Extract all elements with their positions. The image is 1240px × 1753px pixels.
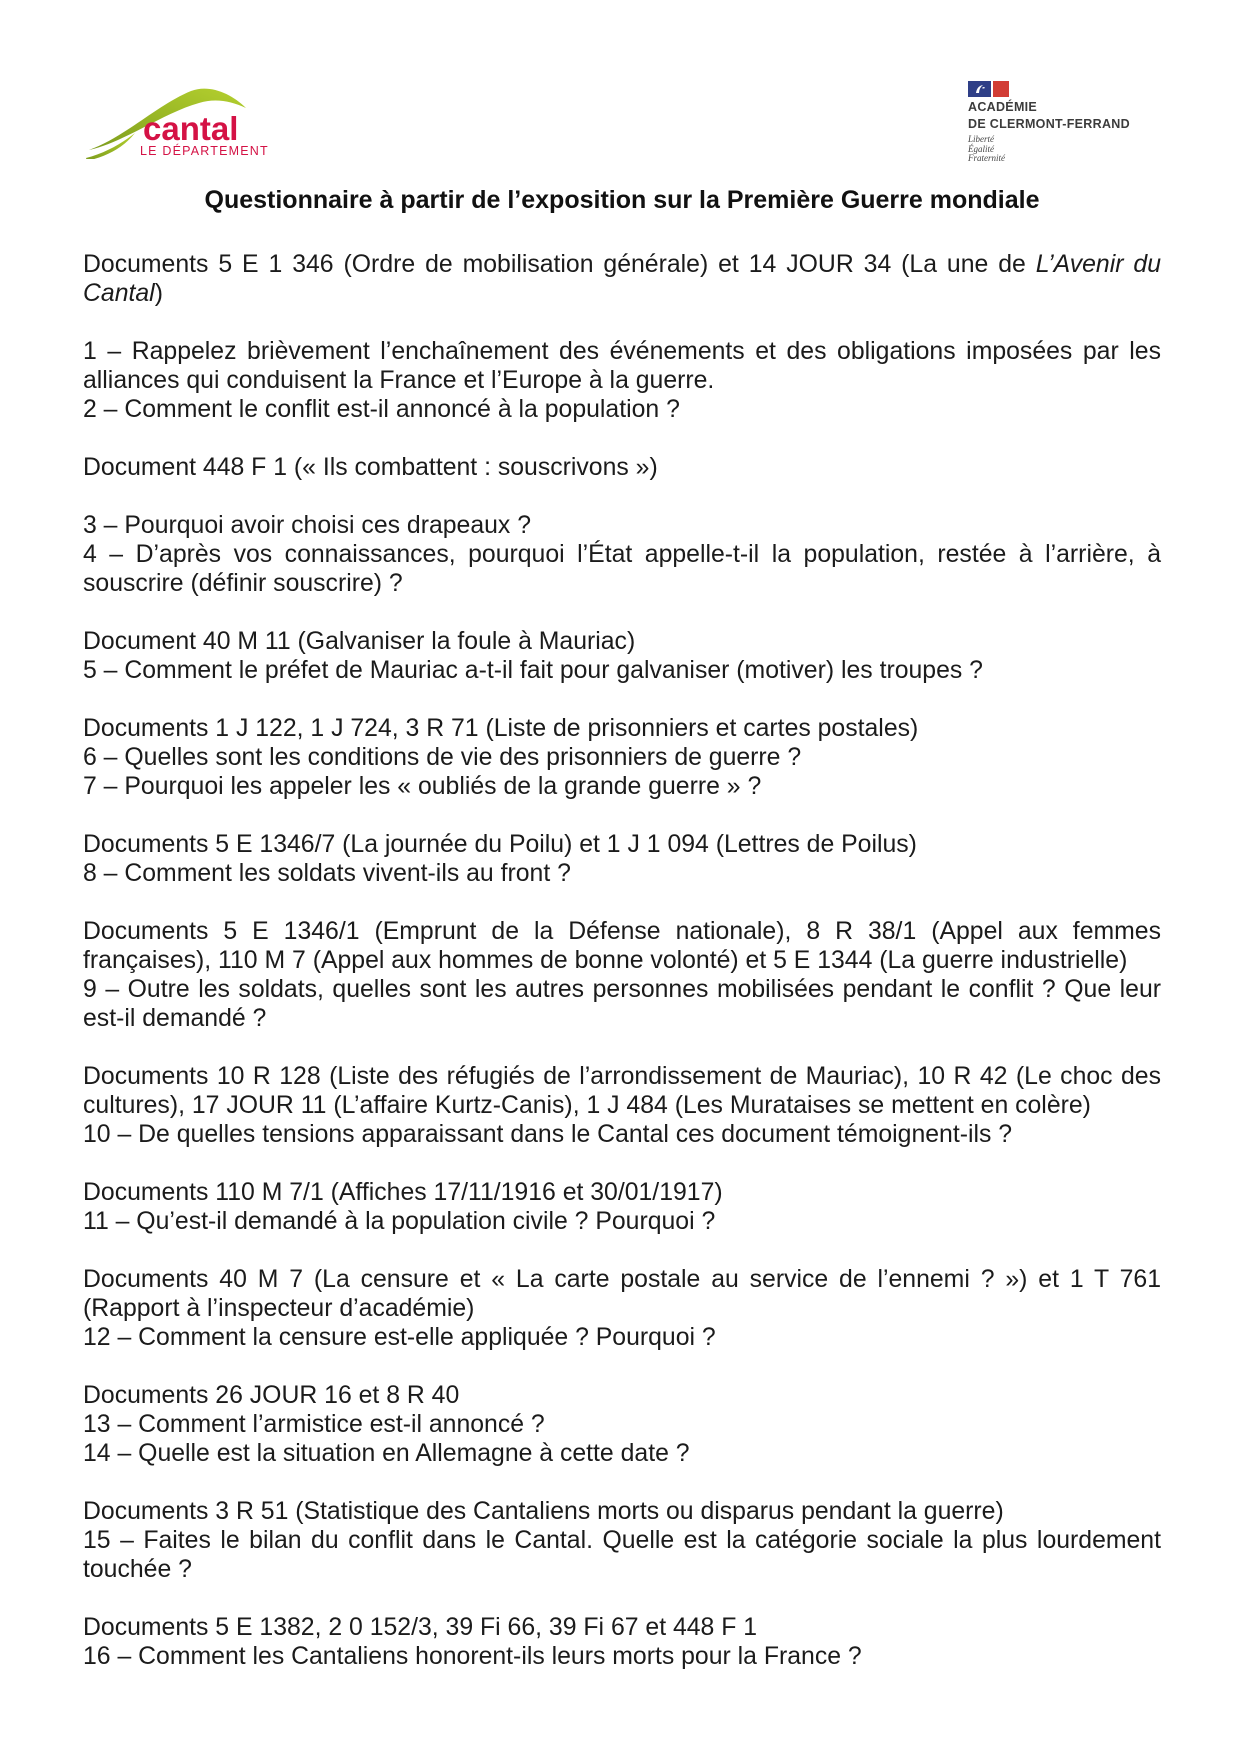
doc-ref-10-r-128-text: Documents 10 R 128 (Liste des réfugiés de l’arrondissement de Mauriac), 10 R 42 (Le choc des cultures), 17 JOUR 11 (L’affaire Kurtz-Canis), 1 J 484 (Les Murataises se mettent en colère) bbox=[83, 1063, 1161, 1119]
questions-3-4 bbox=[83, 511, 1161, 598]
doc-ref-110-m-7-1-text: Documents 110 M 7/1 (Affiches 17/11/1916 et 30/01/1917) bbox=[83, 1179, 723, 1206]
cantal-subtitle: LE DÉPARTEMENT bbox=[140, 144, 269, 158]
question-10: 10 – De quelles tensions apparaissant dans le Cantal ces document témoignent-ils ? bbox=[83, 1121, 1013, 1148]
question-15: 15 – Faites le bilan du conflit dans le Cantal. Quelle est la catégorie sociale la plus lourdement touchée ? bbox=[83, 1527, 1161, 1583]
question-9: 9 – Outre les soldats, quelles sont les autres personnes mobilisées pendant le conflit ? Que leur est-il demandé ? bbox=[83, 976, 1161, 1032]
motto-fraternite: Fraternité bbox=[968, 153, 1005, 163]
question-11: 11 – Qu’est-il demandé à la population civile ? Pourquoi ? bbox=[83, 1208, 716, 1235]
page-title: Questionnaire à partir de l’exposition sur la Première Guerre mondiale bbox=[204, 186, 1040, 214]
question-13: 13 – Comment l’armistice est-il annoncé ? bbox=[83, 1411, 545, 1438]
doc-ref-40-m-7 bbox=[83, 1265, 1161, 1352]
doc-ref-intro-italic: L’Avenir du Cantal bbox=[83, 251, 1161, 307]
doc-ref-1-j-122-text: Documents 1 J 122, 1 J 724, 3 R 71 (Liste de prisonniers et cartes postales) bbox=[83, 715, 919, 742]
question-4: 4 – D’après vos connaissances, pourquoi l’État appelle-t-il la population, restée à l’arrière, à souscrire (définir souscrire) ? bbox=[83, 541, 1161, 597]
doc-ref-3-r-51-text: Documents 3 R 51 (Statistique des Cantaliens morts ou disparus pendant la guerre) bbox=[83, 1498, 1004, 1525]
doc-ref-5-e-1382 bbox=[83, 1613, 1161, 1671]
question-5: 5 – Comment le préfet de Mauriac a-t-il fait pour galvaniser (motiver) les troupes ? bbox=[83, 657, 983, 684]
doc-ref-intro-text bbox=[83, 250, 1161, 308]
doc-ref-10-r-128 bbox=[83, 1062, 1161, 1149]
doc-ref-5-e-1346-7-text: Documents 5 E 1346/7 (La journée du Poilu) et 1 J 1 094 (Lettres de Poilus) bbox=[83, 831, 917, 858]
doc-ref-40-m-11-text: Document 40 M 11 (Galvaniser la foule à Mauriac) bbox=[83, 628, 636, 655]
question-2: 2 – Comment le conflit est-il annoncé à la population ? bbox=[83, 396, 680, 423]
doc-ref-1-j-122 bbox=[83, 714, 1161, 801]
doc-ref-intro-post: ) bbox=[154, 280, 163, 307]
doc-ref-26-jour-16-text: Documents 26 JOUR 16 et 8 R 40 bbox=[83, 1382, 460, 1409]
doc-ref-5-e-1346-1-text: Documents 5 E 1346/1 (Emprunt de la Défense nationale), 8 R 38/1 (Appel aux femmes françaises), 110 M 7 (Appel aux hommes de bonne volonté) et 5 E 1344 (La guerre industrielle) bbox=[83, 918, 1161, 974]
doc-ref-intro bbox=[83, 250, 1161, 308]
document-body bbox=[83, 0, 1161, 1700]
doc-ref-110-m-7-1 bbox=[83, 1178, 1161, 1236]
doc-ref-448-f-1 bbox=[83, 453, 1161, 482]
question-6: 6 – Quelles sont les conditions de vie des prisonniers de guerre ? bbox=[83, 744, 802, 771]
doc-ref-40-m-7-text: Documents 40 M 7 (La censure et « La carte postale au service de l’ennemi ? ») et 1 T 761 (Rapport à l’inspecteur d’académie) bbox=[83, 1266, 1161, 1322]
motto-egalite: Égalité bbox=[968, 143, 994, 154]
academie-name-line1: ACADÉMIE bbox=[968, 100, 1038, 114]
doc-ref-5-e-1346-1 bbox=[83, 917, 1161, 1033]
doc-ref-5-e-1346-7 bbox=[83, 830, 1161, 888]
question-1: 1 – Rappelez brièvement l’enchaînement des événements et des obligations imposées par les alliances qui conduisent la France et l’Europe à la guerre. bbox=[83, 338, 1161, 394]
questions-1-2 bbox=[83, 337, 1161, 424]
doc-ref-26-jour-16 bbox=[83, 1381, 1161, 1468]
doc-ref-3-r-51 bbox=[83, 1497, 1161, 1584]
question-12: 12 – Comment la censure est-elle appliquée ? Pourquoi ? bbox=[83, 1324, 716, 1351]
doc-ref-448-f-1-text: Document 448 F 1 (« Ils combattent : souscrivons ») bbox=[83, 454, 658, 481]
doc-ref-5-e-1382-text: Documents 5 E 1382, 2 0 152/3, 39 Fi 66, 39 Fi 67 et 448 F 1 bbox=[83, 1614, 758, 1641]
question-7: 7 – Pourquoi les appeler les « oubliés de la grande guerre » ? bbox=[83, 773, 762, 800]
question-16: 16 – Comment les Cantaliens honorent-ils leurs morts pour la France ? bbox=[83, 1643, 862, 1670]
doc-ref-intro-pre: Documents 5 E 1 346 (Ordre de mobilisation générale) et 14 JOUR 34 (La une de bbox=[83, 251, 1036, 278]
cantal-wordmark: cantal bbox=[143, 110, 239, 147]
academie-name-line2: DE CLERMONT-FERRAND bbox=[968, 117, 1130, 131]
doc-ref-40-m-11 bbox=[83, 627, 1161, 685]
question-14: 14 – Quelle est la situation en Allemagne à cette date ? bbox=[83, 1440, 690, 1467]
question-3: 3 – Pourquoi avoir choisi ces drapeaux ? bbox=[83, 512, 531, 539]
question-8: 8 – Comment les soldats vivent-ils au front ? bbox=[83, 860, 571, 887]
motto-liberte: Liberté bbox=[968, 134, 994, 144]
